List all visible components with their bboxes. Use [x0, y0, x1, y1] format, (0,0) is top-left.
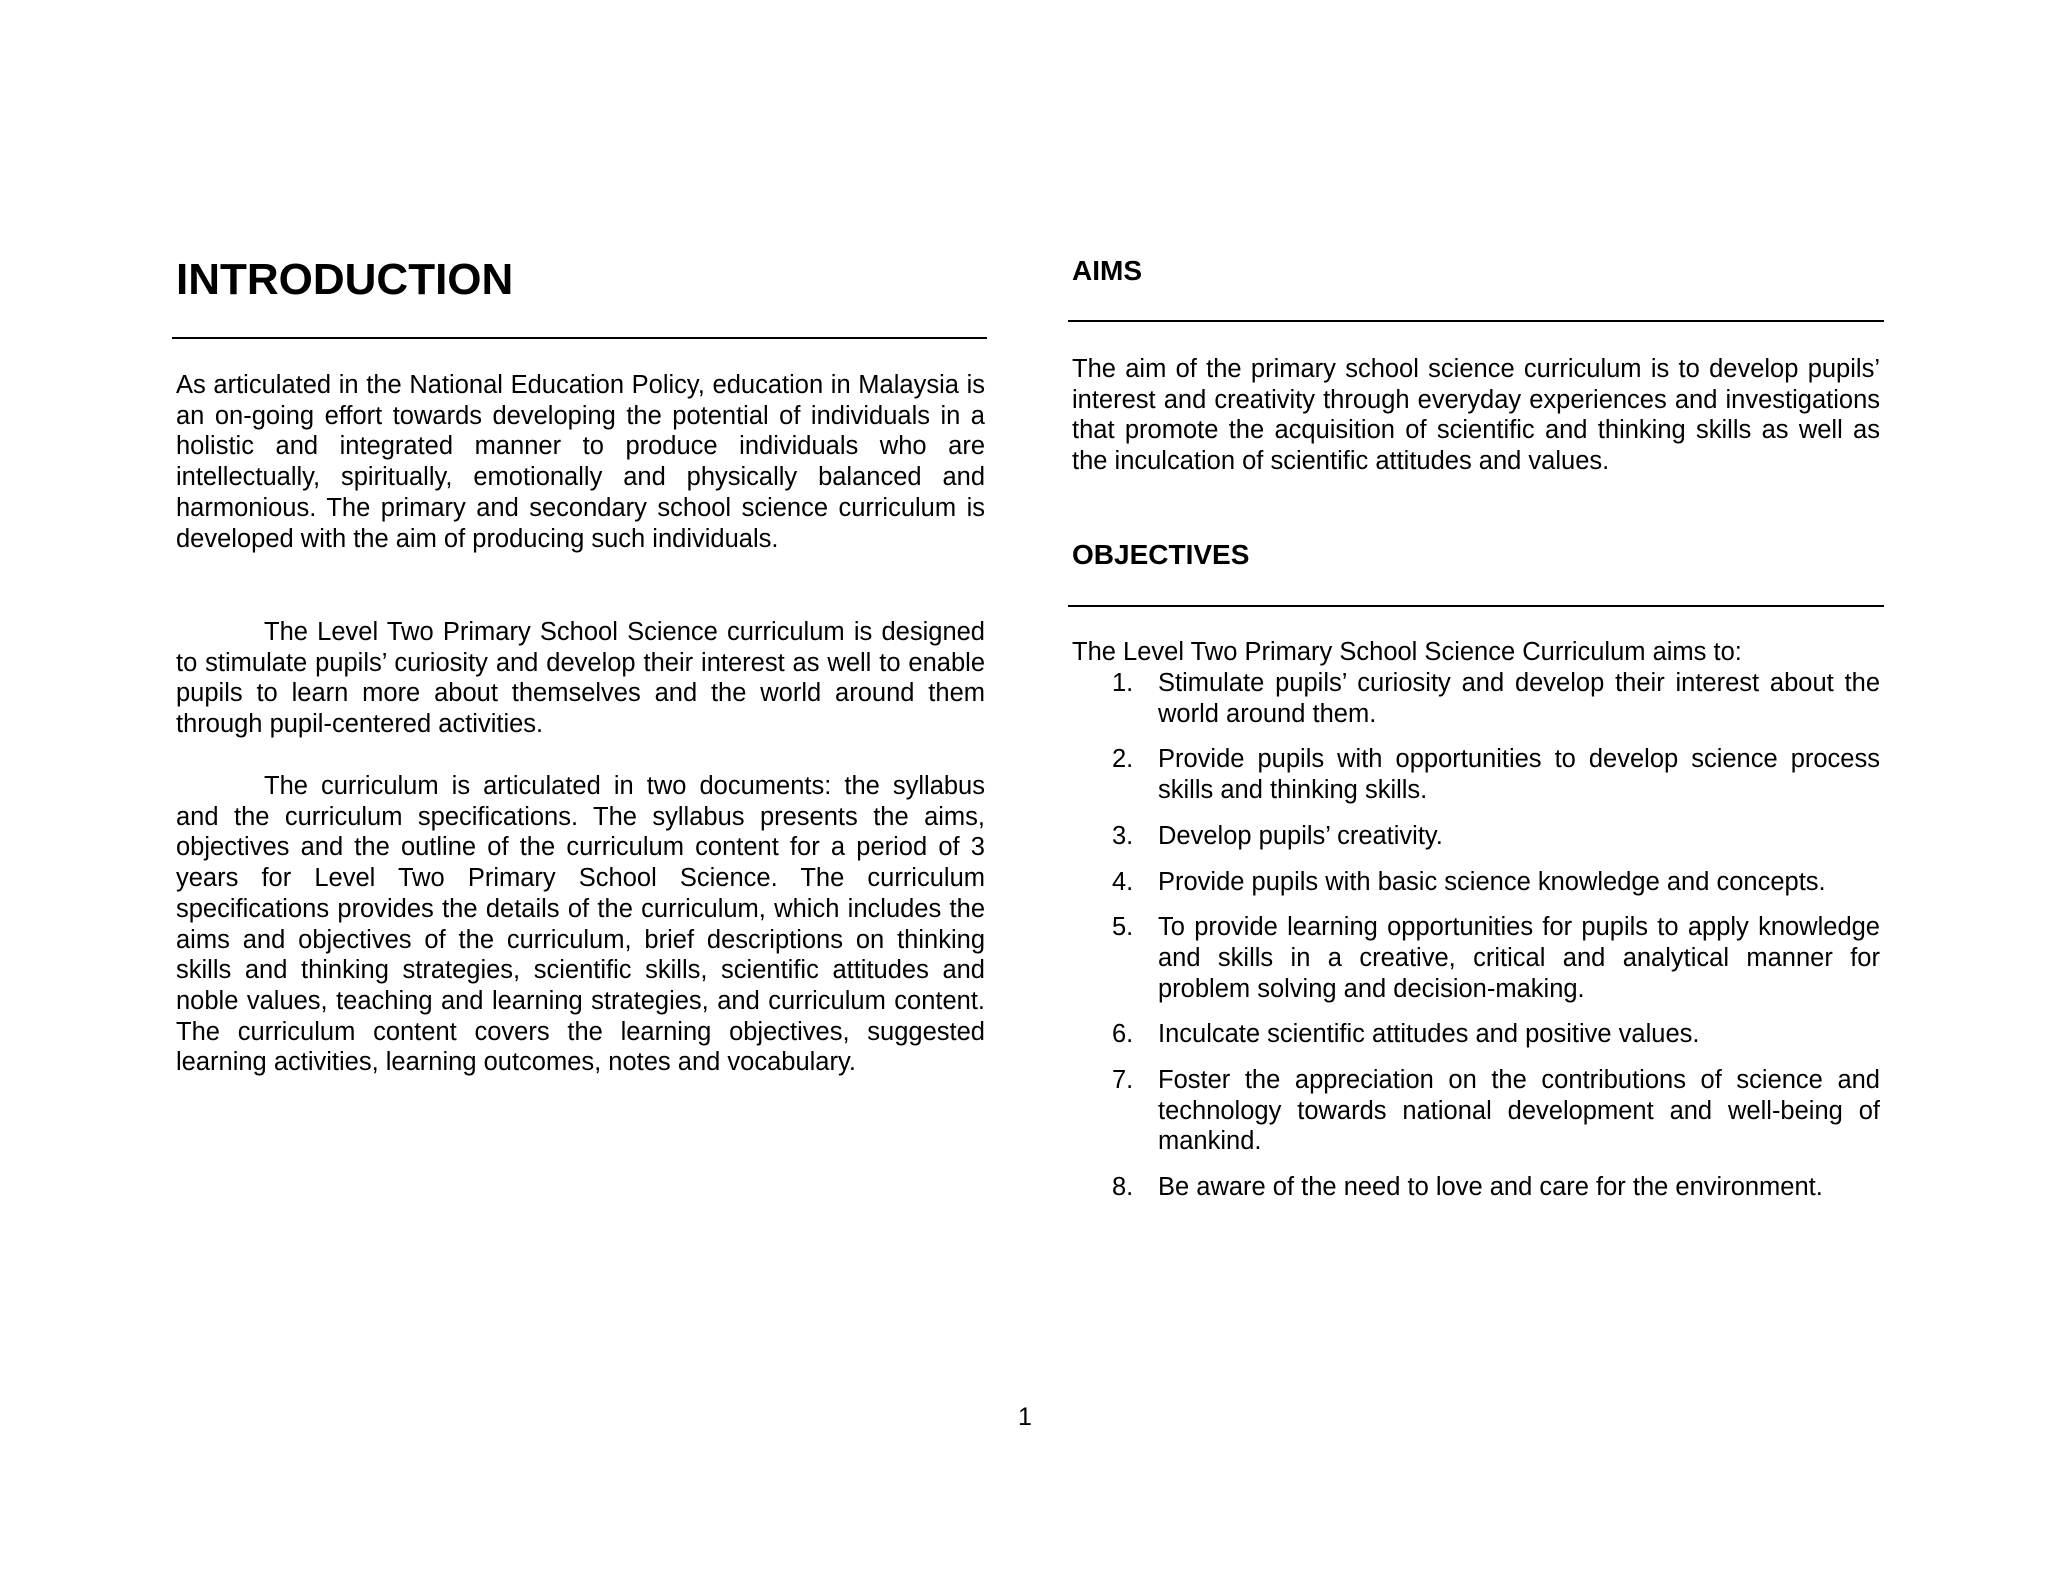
objective-text: Stimulate pupils’ curiosity and develop their interest about the world around them. [1158, 669, 1880, 728]
objectives-intro: The Level Two Primary School Science Curriculum aims to: [1072, 638, 1742, 666]
objective-item [1072, 1019, 1880, 1050]
objective-text: To provide learning opportunities for pupils to apply knowledge and skills in a creative, critical and analytical manner for problem solving and decision-making. [1158, 913, 1880, 1003]
objective-text: Provide pupils with basic science knowledge and concepts. [1158, 867, 1826, 896]
objective-number: 3. [1112, 821, 1134, 850]
objective-text: Develop pupils’ creativity. [1158, 821, 1443, 850]
objective-number: 5. [1112, 913, 1134, 942]
objective-text: Foster the appreciation on the contributions of science and technology towards national development and well-being of mankind. [1158, 1066, 1880, 1156]
objective-item [1072, 912, 1880, 1004]
introduction-title: INTRODUCTION [176, 255, 514, 304]
objective-text: Be aware of the need to love and care for the environment. [1158, 1173, 1823, 1202]
page-number: 1 [1018, 1403, 1032, 1431]
introduction-paragraph-3: The curriculum is articulated in two documents: the syllabus and the curriculum specifications. The syllabus presents the aims, objectives and the outline of the curriculum content for a period of 3 years for Level Two Primary School Science. The curriculum specifications provides the details of the curriculum, which includes the aims and objectives of the curriculum, brief descriptions on thinking skills and thinking strategies, scientific skills, scientific attitudes and noble values, teaching and learning strategies, and curriculum content. The curriculum content covers the learning objectives, suggested learning activities, learning outcomes, notes and vocabulary. [176, 772, 985, 1077]
objective-number: 4. [1112, 867, 1134, 896]
objective-number: 7. [1112, 1066, 1134, 1095]
objective-number: 2. [1112, 745, 1134, 774]
introduction-paragraph-1: As articulated in the National Education Policy, education in Malaysia is an on-going effort towards developing the potential of individuals in a holistic and integrated manner to produce individuals who are intellectually, spiritually, emotionally and physically balanced and harmonious. The primary and secondary school science curriculum is developed with the aim of producing such individuals. [176, 371, 985, 553]
objective-number: 1. [1112, 669, 1134, 697]
objective-number: 6. [1112, 1020, 1134, 1049]
aims-heading: AIMS [1072, 255, 1142, 286]
objective-text: Inculcate scientific attitudes and positive values. [1158, 1020, 1700, 1049]
objective-item [1072, 821, 1880, 852]
objective-item [1072, 1172, 1880, 1203]
objective-number: 8. [1112, 1173, 1134, 1202]
introduction-divider [172, 337, 987, 339]
introduction-paragraph-2: The Level Two Primary School Science curriculum is designed to stimulate pupils’ curiosity and develop their interest as well to enable pupils to learn more about themselves and the world around them through pupil-centered activities. [176, 618, 985, 739]
objective-item [1072, 867, 1880, 898]
objective-item [1072, 668, 1880, 729]
objectives-list [1072, 668, 1880, 1218]
objective-item [1072, 744, 1880, 805]
aims-paragraph: The aim of the primary school science curriculum is to develop pupils’ interest and creativity through everyday experiences and investigations that promote the acquisition of scientific and thinking skills as well as the inculcation of scientific attitudes and values. [1072, 355, 1880, 476]
objective-text: Provide pupils with opportunities to develop science process skills and thinking skills. [1158, 745, 1880, 805]
objectives-divider [1068, 605, 1884, 607]
objectives-heading: OBJECTIVES [1072, 539, 1250, 570]
objective-item [1072, 1065, 1880, 1157]
aims-divider [1068, 320, 1884, 322]
